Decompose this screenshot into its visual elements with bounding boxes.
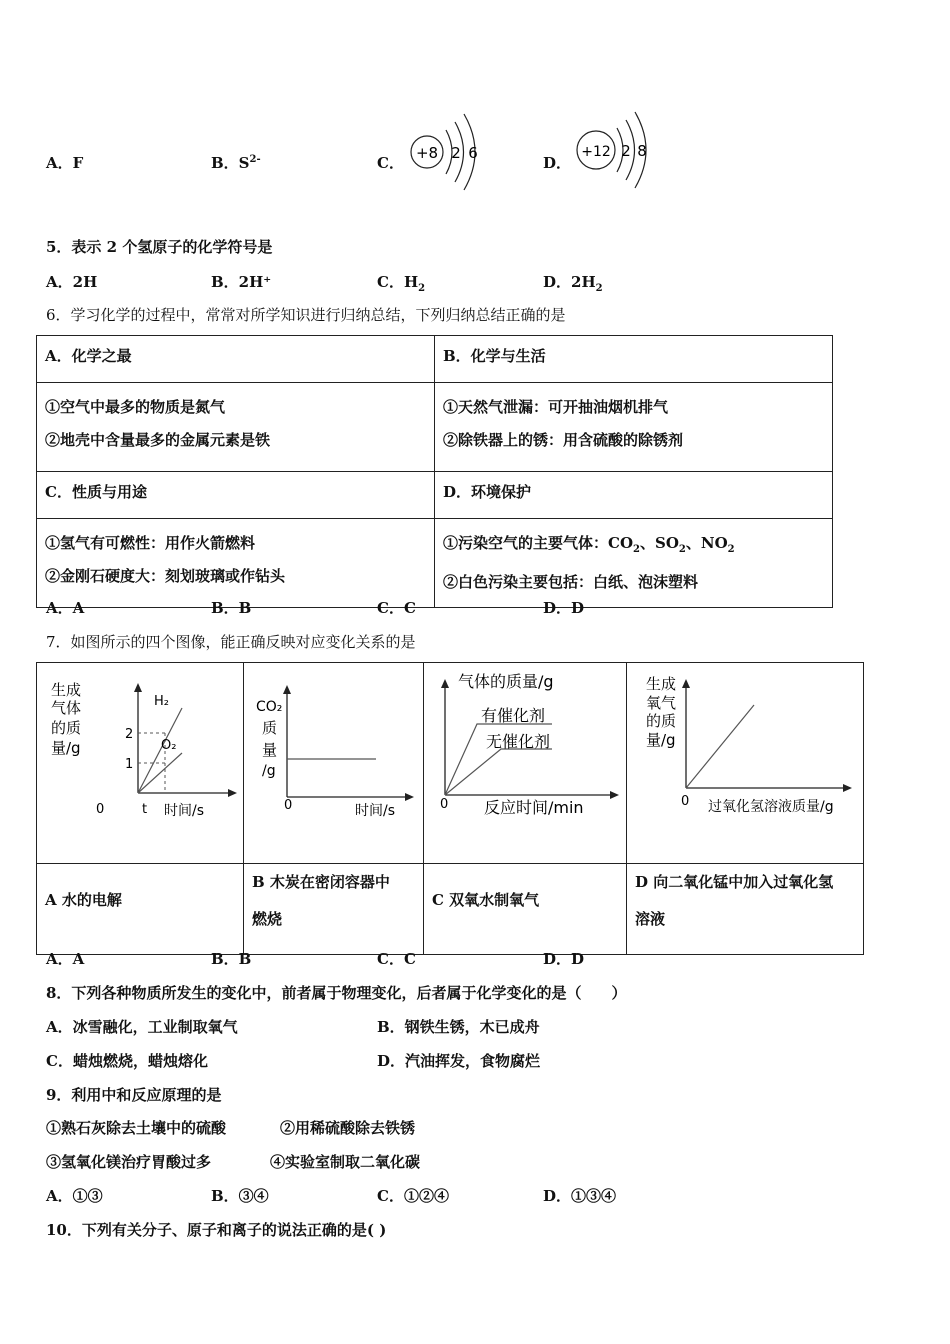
q10-stem: 10．下列有关分子、原子和离子的说法正确的是( ) <box>46 1221 387 1239</box>
q9-statement-1: ①熟石灰除去土壤中的硫酸 <box>46 1119 227 1137</box>
origin: 0 <box>284 798 293 813</box>
y-arrow <box>283 685 291 694</box>
y-arrow <box>441 679 449 688</box>
q7-label-c <box>424 864 627 955</box>
q4-option-b-charge: 2- <box>249 154 261 165</box>
q5-option-c-text: C．H <box>377 273 419 291</box>
q7-option-c: C．C <box>377 950 416 968</box>
origin: 0 <box>96 802 105 817</box>
q7-graph-d <box>627 663 863 859</box>
q5-option-d-text: D．2H <box>543 273 596 291</box>
catalyst-label: 有催化剂 <box>481 706 546 725</box>
y-label-3: 量 <box>262 741 278 759</box>
h2-label: H₂ <box>154 694 169 709</box>
q7-graph-d-cell <box>627 663 864 864</box>
y-label-2: 氧气 <box>646 694 677 712</box>
q4-atom-diagram-c <box>408 108 498 192</box>
x-arrow <box>610 791 619 799</box>
q5-option-c <box>377 271 425 294</box>
q6-c-item-2: ②金刚石硬度大：刻划玻璃或作钻头 <box>45 567 286 585</box>
q7-graph-a-cell <box>37 663 244 864</box>
q6-d-item-2: ②白色污染主要包括：白纸、泡沫塑料 <box>443 573 699 591</box>
sub-2: 2 <box>727 544 735 555</box>
q9-option-b: B．③④ <box>211 1187 269 1205</box>
origin: 0 <box>681 794 690 809</box>
q6-cell-a-head: A．化学之最 <box>37 336 435 383</box>
y-label-1: CO₂ <box>256 699 283 715</box>
y-label-4: 量/g <box>646 731 676 749</box>
shell-electrons-1: 2 <box>621 142 631 160</box>
shell-electrons-2: 8 <box>637 142 647 160</box>
q7-stem: 7．如图所示的四个图像，能正确反映对应变化关系的是 <box>46 633 416 651</box>
q8-option-b: B．钢铁生锈，木已成舟 <box>377 1018 540 1036</box>
q9-option-a: A．①③ <box>46 1187 103 1205</box>
q6-d-item-1 <box>443 527 824 566</box>
q5-option-d-sub: 2 <box>595 283 603 294</box>
q4-option-a: A．F <box>46 154 84 172</box>
q7-label-a <box>37 864 244 955</box>
nucleus-charge: +8 <box>415 144 439 162</box>
q9-stem: 9．利用中和反应原理的是 <box>46 1086 222 1104</box>
x-arrow <box>843 784 852 792</box>
tick-t: t <box>142 802 148 817</box>
q6-table <box>36 335 833 608</box>
q6-cell-c-head: C．性质与用途 <box>37 472 435 519</box>
q6-cell-a-body <box>37 383 435 472</box>
q7-graph-c <box>424 663 626 859</box>
q9-statement-2: ②用稀硫酸除去铁锈 <box>280 1119 416 1137</box>
q6-cell-d-body <box>435 519 833 608</box>
o2-label: O₂ <box>161 738 177 753</box>
q6-a-item-1: ①空气中最多的物质是氮气 <box>45 398 226 416</box>
no-catalyst-line <box>445 749 552 795</box>
q8-option-d: D．汽油挥发，食物腐烂 <box>377 1052 541 1070</box>
sub-2: 2 <box>678 544 686 555</box>
q9-statement-4: ④实验室制取二氧化碳 <box>270 1153 421 1171</box>
q4-option-d: D． <box>543 154 572 172</box>
q6-option-a: A．A <box>46 599 85 617</box>
y-label-4: /g <box>262 763 276 779</box>
x-label: 过氧化氢溶液质量/g <box>708 799 834 815</box>
shell-electrons-1: 2 <box>451 144 461 162</box>
x-arrow <box>405 793 414 801</box>
q4-option-b-text: B．S <box>211 154 250 172</box>
q5-option-a: A．2H <box>46 273 98 291</box>
q8-option-a: A．冰雪融化，工业制取氧气 <box>46 1018 238 1036</box>
q7-graph-c-cell <box>424 663 627 864</box>
q9-option-d: D．①③④ <box>543 1187 617 1205</box>
q7-label-d-line2: 溶液 <box>635 910 666 928</box>
no-catalyst-label: 无催化剂 <box>486 732 551 751</box>
q6-b-item-2: ②除铁器上的锈：用含硫酸的除锈剂 <box>443 431 684 449</box>
q5-option-b: B．2H⁺ <box>211 273 272 291</box>
q7-graph-a <box>37 663 243 859</box>
q6-a-item-2: ②地壳中含量最多的金属元素是铁 <box>45 431 271 449</box>
q6-b-item-1: ①天然气泄漏：可开抽油烟机排气 <box>443 398 669 416</box>
q6-stem: 6．学习化学的过程中，常常对所学知识进行归纳总结，下列归纳总结正确的是 <box>46 306 566 324</box>
nucleus-charge: +12 <box>581 144 611 160</box>
q4-atom-diagram-d <box>574 106 664 190</box>
q8-stem: 8．下列各种物质所发生的变化中，前者属于物理变化，后者属于化学变化的是（ ） <box>46 984 627 1002</box>
q6-c-item-1: ①氢气有可燃性：用作火箭燃料 <box>45 534 256 552</box>
q9-option-c: C．①②④ <box>377 1187 449 1205</box>
y-label-1: 生成 <box>646 675 677 693</box>
y-label-3: 的质 <box>646 712 677 730</box>
y-arrow <box>682 679 690 688</box>
q6-option-b: B．B <box>211 599 252 617</box>
q7-label-a-text: A 水的电解 <box>45 891 122 909</box>
y-label-1: 生成 <box>51 681 82 699</box>
x-label: 反应时间/min <box>484 798 584 817</box>
q8-option-c: C．蜡烛燃烧，蜡烛熔化 <box>46 1052 208 1070</box>
o2-line <box>138 753 182 793</box>
q6-d-item-1-b: 、SO <box>639 534 679 552</box>
q7-option-a: A．A <box>46 950 85 968</box>
y-arrow <box>134 683 142 692</box>
origin: 0 <box>440 797 449 812</box>
x-label: 时间/s <box>164 803 205 819</box>
x-arrow <box>228 789 237 797</box>
q7-table <box>36 662 864 955</box>
q6-cell-c-body <box>37 519 435 608</box>
q6-cell-b-head: B．化学与生活 <box>435 336 833 383</box>
q6-cell-b-body <box>435 383 833 472</box>
q5-option-d <box>543 271 603 294</box>
q7-label-b-line1: B 木炭在密闭容器中 <box>252 873 390 891</box>
y-label: 气体的质量/g <box>458 672 554 691</box>
q7-option-b: B．B <box>211 950 252 968</box>
q7-label-d <box>627 864 864 955</box>
q7-label-c-text: C 双氧水制氧气 <box>432 891 540 909</box>
q7-option-d: D．D <box>543 950 585 968</box>
q6-d-item-1-c: 、NO <box>685 534 728 552</box>
q6-option-d: D．D <box>543 599 585 617</box>
x-label: 时间/s <box>355 803 396 819</box>
tick-2: 2 <box>125 727 134 742</box>
q4-option-c: C． <box>377 154 404 172</box>
q4-option-b <box>211 152 261 173</box>
o2-line <box>686 705 754 788</box>
q6-d-item-1-a: ①污染空气的主要气体：CO <box>443 534 634 552</box>
q7-label-b <box>244 864 424 955</box>
q6-cell-d-head: D．环境保护 <box>435 472 833 519</box>
q7-label-d-line1: D 向二氧化锰中加入过氧化氢 <box>635 873 834 891</box>
y-label-2: 质 <box>262 719 278 737</box>
y-label-4: 量/g <box>51 739 81 757</box>
q6-option-c: C．C <box>377 599 416 617</box>
q7-graph-b-cell <box>244 663 424 864</box>
y-label-3: 的质 <box>51 719 82 737</box>
q5-stem: 5．表示 2 个氢原子的化学符号是 <box>46 238 273 256</box>
q5-option-c-sub: 2 <box>418 283 426 294</box>
q9-statement-3: ③氢氧化镁治疗胃酸过多 <box>46 1153 212 1171</box>
y-label-2: 气体 <box>51 699 82 717</box>
q7-graph-b <box>244 663 423 859</box>
shell-electrons-2: 6 <box>468 144 478 162</box>
sub-2: 2 <box>633 544 640 555</box>
tick-1: 1 <box>125 757 134 772</box>
q7-label-b-line2: 燃烧 <box>252 910 283 928</box>
